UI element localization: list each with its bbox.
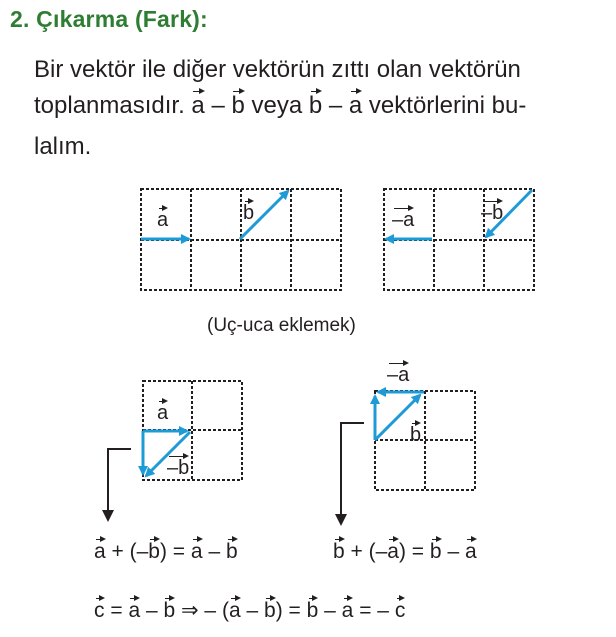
vector-neg-a-symbol: –a: [387, 364, 410, 386]
operator: =: [104, 599, 129, 622]
vector-b-symbol: b: [225, 540, 238, 563]
section-heading: 2. Çıkarma (Fark):: [10, 6, 208, 32]
vector-neg-a-symbol: –a: [392, 209, 415, 231]
label-vector-neg-b: [481, 202, 503, 224]
operator: = –: [353, 599, 395, 622]
vector-b-symbol: b: [333, 540, 345, 563]
vector-a-symbol: a: [228, 599, 241, 622]
vector-a-symbol: a: [387, 540, 399, 563]
vector-b-symbol: b: [243, 202, 255, 224]
vector-c-symbol: c: [394, 599, 406, 622]
label-vector-b: [243, 202, 254, 224]
equation-2: [333, 540, 477, 564]
operator: –: [318, 599, 342, 622]
vector-a-symbol: a: [348, 92, 363, 119]
operator: –: [240, 599, 264, 622]
equation-1: [94, 540, 238, 564]
operator: ) =: [398, 540, 430, 563]
pointer-arrow: [341, 423, 364, 524]
vector-b-symbol: b: [308, 92, 323, 119]
grid-bottom-right: [375, 391, 475, 490]
vector-b-symbol: b: [264, 599, 276, 622]
vector-b-symbol: b: [410, 424, 422, 446]
vector-b-symbol: b: [148, 540, 160, 563]
operator: + (–: [105, 540, 149, 563]
paragraph-line-3: lalım.: [34, 133, 92, 160]
operator: –: [202, 540, 226, 563]
label-vector-neg-b: [167, 457, 189, 479]
vector-a-symbol: a: [128, 599, 141, 622]
operator: + (–: [344, 540, 388, 563]
vector-neg-b-symbol: –b: [167, 457, 190, 479]
text-fragment: vektörlerini bu-: [362, 92, 527, 119]
vector-b-symbol: b: [429, 540, 442, 563]
figure-caption: (Uç-uca eklemek): [207, 315, 356, 336]
vector-a-symbol: a: [157, 402, 169, 424]
operator: –: [441, 540, 465, 563]
label-vector-a: [157, 209, 168, 231]
vector-a-symbol: a: [157, 209, 169, 231]
text-fragment: toplanmasıdır.: [34, 92, 185, 119]
label-vector-neg-a: [392, 209, 414, 231]
vector-a-symbol: a: [94, 540, 106, 563]
vector-a-symbol: a: [191, 92, 205, 119]
operator: ) =: [159, 540, 191, 563]
minus-sign: –: [322, 92, 349, 119]
vector-b-symbol: b: [163, 599, 176, 622]
vector-b-symbol: b: [306, 599, 319, 622]
vector-a-symbol: a: [341, 599, 354, 622]
vector-c-symbol: c: [94, 599, 105, 622]
pointer-arrow: [108, 449, 131, 520]
label-vector-neg-a: [387, 364, 409, 386]
label-vector-a: [157, 402, 168, 424]
operator: ⇒ – (: [175, 599, 229, 622]
equation-3: [94, 598, 405, 623]
vector-b-symbol: b: [231, 92, 245, 119]
vector-a-symbol: a: [190, 540, 203, 563]
vector-neg-b-symbol: –b: [481, 202, 504, 224]
operator: –: [140, 599, 164, 622]
vector-a-symbol: a: [464, 540, 477, 563]
minus-sign: –: [204, 92, 232, 119]
text-fragment: veya: [244, 92, 309, 119]
paragraph-line-1: Bir vektör ile diğer vektörün zıttı olan vektörün: [34, 56, 521, 83]
operator: ) =: [275, 599, 307, 622]
label-vector-b: [410, 424, 421, 446]
